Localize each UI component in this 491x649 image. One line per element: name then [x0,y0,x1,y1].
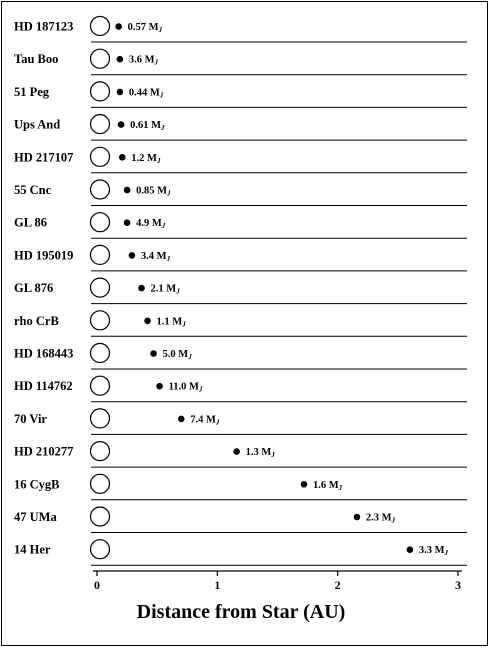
star-marker [91,344,110,363]
planet-marker [117,56,124,63]
star-name-label: HD 114762 [14,379,73,394]
star-name-label: 47 UMa [14,510,57,524]
system-row [14,540,467,566]
system-rows [14,17,467,566]
planet-mass-label: 2.3 MJ [365,512,396,525]
planet-marker [124,219,131,226]
planet-mass-label: 1.2 MJ [131,152,161,165]
planet-mass-label: 0.44 MJ [128,87,164,100]
system-row [14,442,467,468]
planet-marker [129,252,136,259]
planet-marker [301,481,308,488]
star-name-label: 14 Her [14,542,51,557]
system-row [14,507,467,533]
system-row [14,278,467,304]
planet-mass-label: 1.3 MJ [245,447,275,460]
planet-mass-label: 3.3 MJ [418,545,449,558]
star-marker [91,474,110,493]
planet-marker [138,285,145,292]
star-name-label: HD 168443 [14,346,74,361]
system-row [14,376,467,402]
planet-mass-label: 5.0 MJ [162,349,192,361]
planet-marker [144,318,151,325]
planet-marker [354,514,361,521]
planet-mass-label: 3.4 MJ [140,250,171,263]
star-name-label: 70 Vir [14,411,47,426]
star-marker [91,245,110,264]
system-row [14,82,467,108]
star-marker [91,311,110,330]
system-row [14,49,467,74]
star-marker [91,82,110,101]
star-marker [91,442,110,461]
planet-marker [118,121,125,128]
planet-marker [115,23,122,30]
star-marker [91,49,110,68]
star-marker [91,507,110,526]
system-row [14,213,467,239]
star-marker [91,409,110,428]
planet-mass-label: 1.6 MJ [312,479,343,492]
planet-mass-label: 0.85 MJ [136,185,171,198]
planet-marker [233,448,240,455]
star-name-label: Ups And [14,117,61,132]
x-tick-label: 0 [94,578,100,592]
planet-mass-label: 2.1 MJ [150,283,180,296]
star-marker [91,540,110,559]
planet-marker [124,187,131,194]
star-marker [91,180,110,199]
system-row [14,17,467,43]
x-tick-label: 1 [214,578,221,592]
planet-marker [119,154,126,161]
x-axis [93,571,462,592]
x-tick-label: 3 [455,578,461,592]
star-name-label: HD 195019 [14,248,74,263]
planet-marker [156,383,163,390]
system-row [14,311,467,337]
x-axis-title: Distance from Star (AU) [136,601,346,623]
star-name-label: GL 86 [14,215,47,230]
planet-mass-label: 0.57 MJ [127,22,163,34]
star-marker [91,213,110,232]
planet-mass-label: 3.6 MJ [128,54,159,67]
star-name-label: rho CrB [14,313,59,328]
x-tick-label: 2 [334,578,341,592]
star-name-label: HD 210277 [14,444,74,459]
planet-mass-label: 7.4 MJ [190,414,220,427]
star-marker [91,376,110,395]
planet-mass-label: 1.1 MJ [156,316,186,329]
system-row [14,245,467,271]
star-name-label: 55 Cnc [14,183,52,197]
star-marker [91,278,110,297]
star-name-label: Tau Boo [14,52,59,67]
system-row [14,409,467,435]
planet-mass-label: 11.0 MJ [168,381,203,394]
star-name-label: 51 Peg [14,84,50,99]
star-marker [91,17,110,36]
star-name-label: 16 CygB [14,477,60,492]
system-row [14,147,467,173]
star-name-label: HD 217107 [14,150,74,165]
star-marker [91,147,110,166]
planet-marker [117,89,124,96]
planet-marker [407,546,414,553]
star-name-label: HD 187123 [14,19,74,34]
system-row [14,180,467,206]
system-row [14,115,467,141]
system-row [14,474,467,500]
system-row [14,344,467,370]
planet-marker [150,350,157,357]
planet-marker [178,416,185,423]
planet-mass-label: 0.61 MJ [130,120,165,133]
star-name-label: GL 876 [14,281,54,296]
star-marker [91,115,110,134]
planet-mass-label: 4.9 MJ [136,218,166,231]
